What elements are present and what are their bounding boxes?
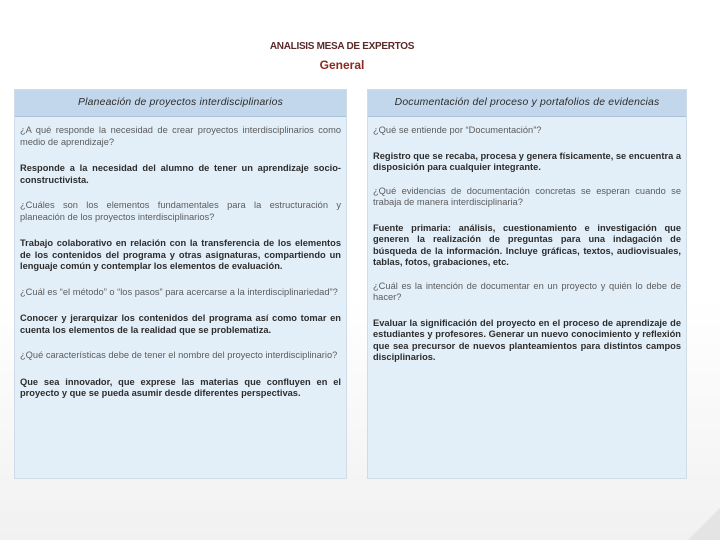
question-text: ¿Qué se entiende por “Documentación”? — [373, 125, 542, 135]
question-text: ¿Qué características debe de tener el nombre del proyecto interdisciplinario? — [20, 350, 338, 360]
documentation-column-header: Documentación del proceso y portafolios de evidencias — [368, 90, 686, 117]
answer-text: Que sea innovador, que exprese las materias que confluyen en el proyecto y que se pueda asumir desde diferentes perspectivas. — [20, 376, 341, 398]
answer-text: Conocer y jerarquizar los contenidos del programa así como tomar en cuenta los elementos de la realidad que se problematiza. — [20, 313, 341, 335]
documentation-column-body — [368, 117, 686, 364]
question-text: ¿A qué responde la necesidad de crear proyectos interdisciplinarios como medio de aprendizaje? — [20, 125, 341, 147]
answer-text: Fuente primaria: análisis, cuestionamiento e investigación que generen la realización de preguntas para una indagación de búsqueda de la información. Incluye gráficas, textos, audiovisuales, tablas, fotos, grabaciones, etc. — [373, 222, 681, 267]
answer-text: Evaluar la significación del proyecto en el proceso de aprendizaje de estudiantes y profesores. Generar un nuevo conocimiento y reflexión que sea precursor de nuevos planteamientos para distintos campos disciplinarios. — [373, 317, 681, 362]
slide-title: ANALISIS MESA DE EXPERTOS — [269, 41, 415, 52]
question-text: ¿Qué evidencias de documentación concretas se esperan cuando se trabaja de manera interdisciplinaria? — [373, 185, 681, 207]
documentation-column — [367, 89, 687, 479]
planning-column-body — [15, 117, 346, 400]
slide-subtitle: General — [319, 58, 365, 72]
planning-column-header: Planeación de proyectos interdisciplinarios — [15, 90, 346, 117]
answer-text: Trabajo colaborativo en relación con la transferencia de los elementos de los contenidos del programa y otras asignaturas, compartiendo un lenguaje común y contemplar los elementos de evaluación. — [20, 238, 341, 271]
question-text: ¿Cuál es la intención de documentar en un proyecto y quién lo debe de hacer? — [373, 280, 681, 302]
question-text: ¿Cuál es “el método” o “los pasos” para acercarse a la interdisciplinariedad”? — [20, 286, 338, 297]
planning-column — [14, 89, 347, 479]
question-text: ¿Cuáles son los elementos fundamentales para la estructuración y planeación de los proyectos interdisciplinarios? — [20, 200, 341, 222]
answer-text: Registro que se recaba, procesa y genera físicamente, se encuentra a disposición para cualquier integrante. — [373, 150, 681, 172]
answer-text: Responde a la necesidad del alumno de tener un aprendizaje socio-constructivista. — [20, 163, 341, 185]
corner-decoration — [688, 508, 720, 540]
